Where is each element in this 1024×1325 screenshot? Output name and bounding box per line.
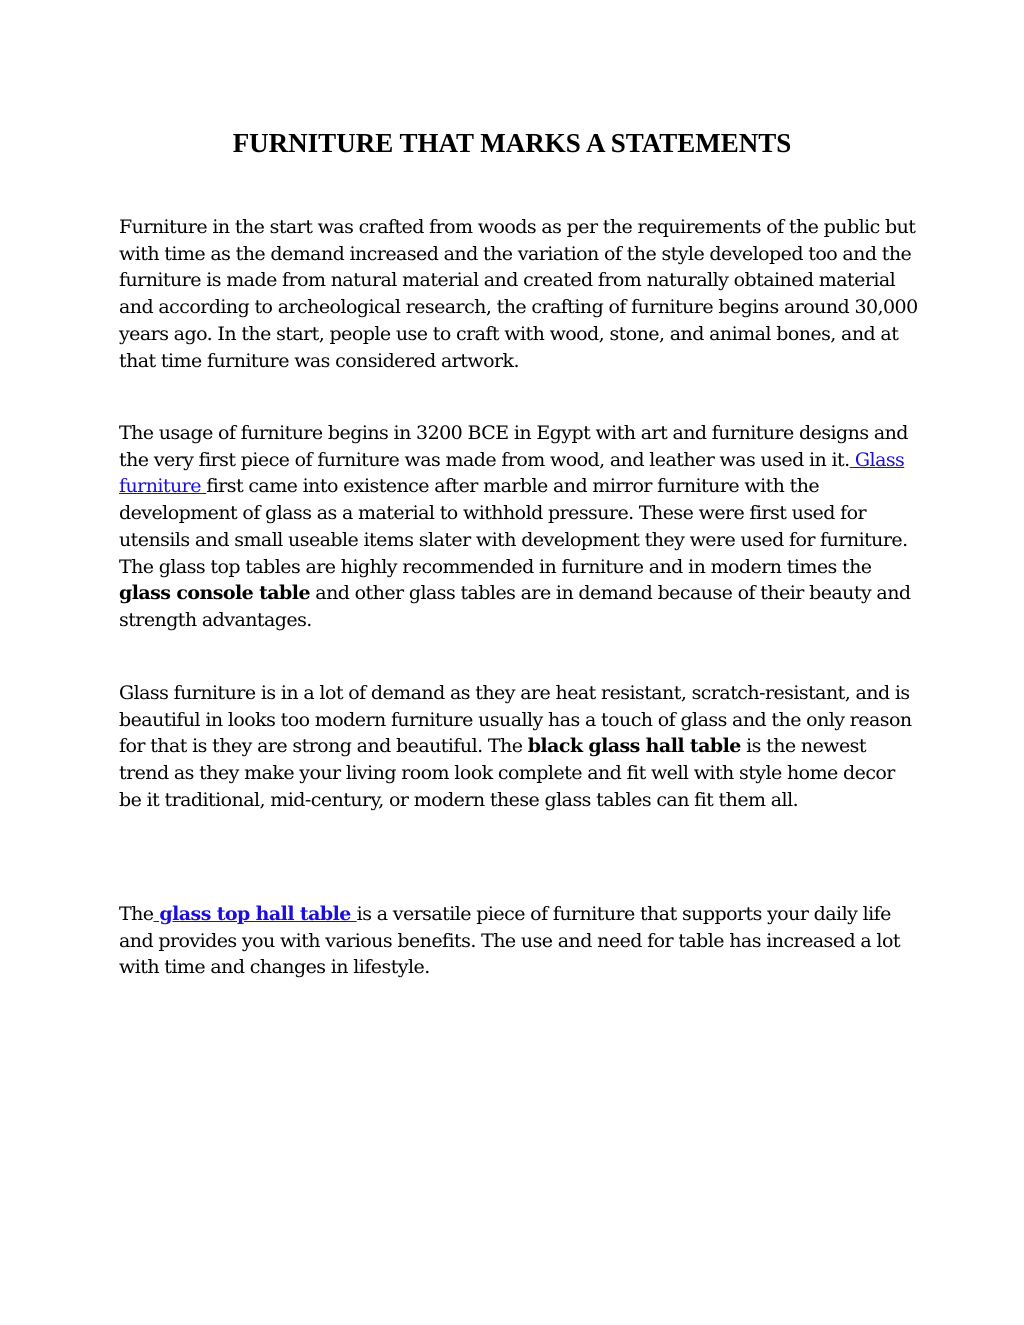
paragraph-demand <box>119 680 919 814</box>
paragraph-text: Glass furniture is in a lot of demand as they are heat resistant, scratch-resistant, and is beautiful in looks too modern furniture usually has a touch of glass and the only reason for that is they are strong and beautiful. The <box>119 682 912 758</box>
glass-furniture-link[interactable]: Glass furniture <box>119 448 905 498</box>
bold-term-glass-console-table: glass console table <box>119 582 310 605</box>
paragraph-text: is a versatile piece of furniture that supports your daily life and provides you with various benefits. The use and need for table has increased a lot with time and changes in lifestyle. <box>119 903 900 979</box>
paragraph-text: and other glass tables are in demand because of their beauty and strength advantages. <box>119 582 911 631</box>
paragraph-origins <box>119 420 919 634</box>
paragraph-history: Furniture in the start was crafted from woods as per the requirements of the public but with time as the demand increased and the variation of the style developed too and the furniture is made from natural material and created from naturally obtained material and according to archeological research, the crafting of furniture begins around 30,000 years ago. In the start, people use to craft with wood, stone, and animal bones, and at that time furniture was considered artwork. <box>119 216 918 372</box>
bold-term-black-glass-hall-table: black glass hall table <box>527 735 741 758</box>
page-title: FURNITURE THAT MARKS A STATEMENTS <box>232 128 792 158</box>
paragraph-text: first came into existence after marble and mirror furniture with the development of glass as a material to withhold pressure. These were first used for utensils and small useable items slater with development they were used for furniture. The glass top tables are highly recommended in furniture and in modern times the <box>119 475 908 578</box>
paragraph-hall-table <box>119 901 919 981</box>
paragraph-text: The <box>119 903 154 925</box>
paragraph-text: is the newest trend as they make your living room look complete and fit well with style home decor be it traditional, mid-century, or modern these glass tables can fit them all. <box>119 735 895 811</box>
paragraph-text: The usage of furniture begins in 3200 BCE in Egypt with art and furniture designs and the very first piece of furniture was made from wood, and leather was used in it. <box>119 422 908 471</box>
glass-top-hall-table-link[interactable]: glass top hall table <box>153 903 357 925</box>
